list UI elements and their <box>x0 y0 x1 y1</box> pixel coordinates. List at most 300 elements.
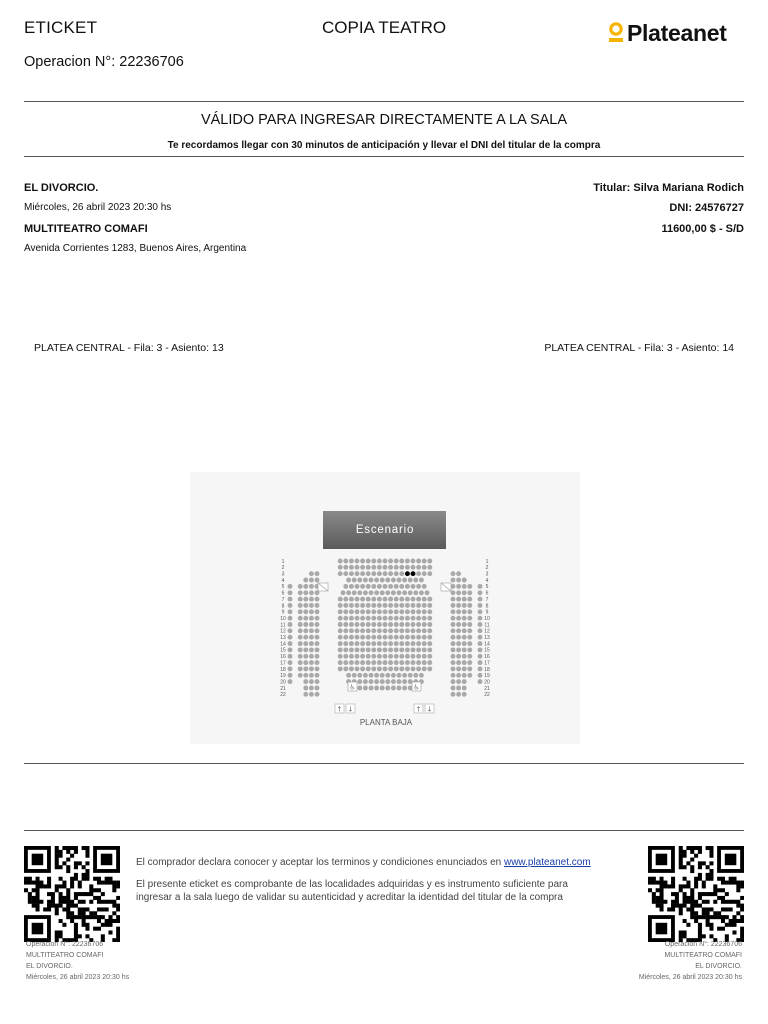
svg-text:♿: ♿ <box>413 683 420 692</box>
seat <box>456 616 461 621</box>
seat <box>411 559 416 564</box>
seat <box>366 603 371 608</box>
qr-module <box>39 884 43 888</box>
terms-link[interactable]: www.plateanet.com <box>503 857 591 868</box>
seat <box>462 622 467 627</box>
seat <box>467 597 472 602</box>
qr-module <box>74 846 78 850</box>
row-number: 21 <box>280 685 286 692</box>
qr-module <box>47 907 51 911</box>
seat <box>377 559 382 564</box>
qr-module <box>62 896 66 900</box>
qr-module <box>698 930 702 934</box>
seat <box>369 686 374 691</box>
seat <box>383 635 388 640</box>
qr-module <box>82 900 86 904</box>
seat <box>366 597 371 602</box>
seat <box>357 686 362 691</box>
seat <box>346 590 351 595</box>
qr-module <box>89 900 93 904</box>
qr-module <box>82 923 86 927</box>
qr-module <box>671 884 675 888</box>
qr-module <box>694 904 698 908</box>
seat <box>343 609 348 614</box>
seat <box>309 622 314 627</box>
seat <box>303 584 308 589</box>
seat <box>411 603 416 608</box>
seat <box>383 609 388 614</box>
seat <box>355 660 360 665</box>
seat <box>366 571 371 576</box>
qr-module <box>105 877 109 881</box>
seat <box>288 666 293 671</box>
seat <box>416 654 421 659</box>
qr-module <box>85 861 89 865</box>
qr-module <box>717 888 721 892</box>
qr-module <box>74 934 78 938</box>
seat <box>399 654 404 659</box>
seat <box>456 609 461 614</box>
seat <box>462 666 467 671</box>
seat <box>422 641 427 646</box>
qr-module <box>683 919 687 923</box>
seat <box>377 571 382 576</box>
qr-module <box>679 907 683 911</box>
seat <box>467 622 472 627</box>
row-number: 14 <box>484 641 490 648</box>
seat <box>402 590 407 595</box>
seat <box>355 635 360 640</box>
seat <box>405 597 410 602</box>
qr-module <box>66 846 70 850</box>
qr-module <box>656 896 660 900</box>
seat <box>399 559 404 564</box>
qr-module <box>683 934 687 938</box>
qr-module <box>679 865 683 869</box>
seat <box>399 641 404 646</box>
seat <box>383 597 388 602</box>
mini-ticket-info-right <box>544 939 742 983</box>
seat <box>451 654 456 659</box>
seat <box>377 603 382 608</box>
seat <box>377 660 382 665</box>
qr-module <box>652 892 656 896</box>
seat <box>427 597 432 602</box>
seat <box>349 641 354 646</box>
seat <box>397 686 402 691</box>
qr-module <box>732 877 736 881</box>
qr-code <box>648 846 744 942</box>
qr-module <box>82 907 86 911</box>
qr-module <box>28 877 32 881</box>
seat <box>338 635 343 640</box>
seat <box>288 673 293 678</box>
qr-module <box>112 904 116 908</box>
qr-module <box>690 888 694 892</box>
qr-module <box>36 904 40 908</box>
qr-module <box>93 915 97 919</box>
qr-module <box>709 873 713 877</box>
divider <box>24 156 744 157</box>
seat <box>416 641 421 646</box>
seat <box>315 578 320 583</box>
seat <box>315 635 320 640</box>
qr-module <box>686 896 690 900</box>
qr-module <box>721 927 725 931</box>
seat <box>343 660 348 665</box>
row-number: 2 <box>281 565 285 572</box>
seat <box>309 616 314 621</box>
seat <box>303 686 308 691</box>
seat <box>399 666 404 671</box>
seat <box>341 590 346 595</box>
seat <box>462 679 467 684</box>
qr-module <box>725 907 729 911</box>
seat <box>399 584 404 589</box>
seat <box>422 654 427 659</box>
seat <box>380 578 385 583</box>
seat <box>303 647 308 652</box>
seat <box>385 578 390 583</box>
qr-module <box>55 907 59 911</box>
seat <box>478 654 483 659</box>
seat <box>462 673 467 678</box>
seat <box>405 666 410 671</box>
seat <box>352 673 357 678</box>
seat <box>416 622 421 627</box>
seat <box>451 647 456 652</box>
qr-module <box>721 919 725 923</box>
divider <box>24 830 744 831</box>
seat <box>315 641 320 646</box>
seat <box>303 578 308 583</box>
seat <box>338 559 343 564</box>
seat <box>371 635 376 640</box>
qr-module <box>55 850 59 854</box>
seat <box>360 584 365 589</box>
qr-module <box>686 907 690 911</box>
divider <box>24 763 744 764</box>
qr-module <box>709 915 713 919</box>
seat <box>315 628 320 633</box>
mini-event: EL DIVORCIO. <box>695 963 742 970</box>
qr-module <box>686 881 690 885</box>
qr-module <box>74 923 78 927</box>
copy-label: COPIA TEATRO <box>322 18 447 37</box>
seat <box>427 571 432 576</box>
qr-module <box>656 904 660 908</box>
qr-module <box>706 919 710 923</box>
qr-module <box>55 934 59 938</box>
seat <box>377 654 382 659</box>
qr-module <box>28 900 32 904</box>
seat <box>422 571 427 576</box>
qr-module <box>78 934 82 938</box>
qr-module <box>43 907 47 911</box>
seat <box>405 584 410 589</box>
qr-module <box>656 900 660 904</box>
qr-module <box>97 919 101 923</box>
qr-module <box>679 861 683 865</box>
seat <box>405 559 410 564</box>
qr-module <box>717 911 721 915</box>
qr-module <box>36 888 40 892</box>
qr-module <box>706 877 710 881</box>
seat <box>366 559 371 564</box>
qr-module <box>706 873 710 877</box>
seat <box>288 641 293 646</box>
qr-module <box>675 896 679 900</box>
qr-module <box>36 896 40 900</box>
venue-name: MULTITEATRO COMAFI <box>24 223 148 235</box>
seat <box>288 584 293 589</box>
seat <box>399 571 404 576</box>
seat <box>478 647 483 652</box>
seat <box>394 571 399 576</box>
seat <box>355 666 360 671</box>
seat <box>456 692 461 697</box>
qr-module <box>82 877 86 881</box>
qr-module <box>85 846 89 850</box>
seat <box>303 666 308 671</box>
qr-module <box>78 915 82 919</box>
qr-module <box>717 896 721 900</box>
seat <box>315 679 320 684</box>
qr-module <box>59 877 63 881</box>
seat <box>338 666 343 671</box>
seat <box>388 571 393 576</box>
seat <box>385 590 390 595</box>
row-number: 18 <box>484 666 490 673</box>
seat <box>478 597 483 602</box>
seat <box>427 654 432 659</box>
seat <box>427 660 432 665</box>
qr-module <box>116 904 120 908</box>
seat <box>411 654 416 659</box>
seat <box>388 609 393 614</box>
qr-module <box>709 892 713 896</box>
seat <box>303 609 308 614</box>
row-number: 16 <box>280 654 286 661</box>
seat <box>451 686 456 691</box>
seat <box>366 666 371 671</box>
qr-module <box>725 934 729 938</box>
qr-module <box>660 877 664 881</box>
qr-module <box>39 881 43 885</box>
seat <box>467 603 472 608</box>
qr-module <box>713 884 717 888</box>
qr-module <box>101 907 105 911</box>
row-number: 4 <box>281 577 285 584</box>
seat <box>343 603 348 608</box>
qr-module <box>694 911 698 915</box>
row-number: 13 <box>484 635 490 641</box>
row-number: 6 <box>485 590 489 597</box>
qr-module <box>740 884 744 888</box>
seat <box>478 641 483 646</box>
qr-module <box>702 861 706 865</box>
qr-module <box>698 923 702 927</box>
seat <box>411 628 416 633</box>
seat <box>360 622 365 627</box>
seat <box>374 590 379 595</box>
qr-module <box>85 923 89 927</box>
seat <box>298 654 303 659</box>
qr-module <box>702 911 706 915</box>
row-number: 17 <box>484 660 490 667</box>
seat <box>349 654 354 659</box>
seat <box>405 654 410 659</box>
qr-module <box>729 923 733 927</box>
seat <box>355 628 360 633</box>
seat <box>303 673 308 678</box>
qr-module <box>97 927 101 931</box>
row-number: 19 <box>484 673 490 680</box>
qr-module <box>736 881 740 885</box>
seat <box>355 565 360 570</box>
seat <box>456 578 461 583</box>
qr-module <box>732 881 736 885</box>
seat <box>383 666 388 671</box>
seat <box>315 616 320 621</box>
seat <box>427 635 432 640</box>
seat <box>309 666 314 671</box>
seat <box>315 686 320 691</box>
seat <box>413 673 418 678</box>
qr-module <box>97 900 101 904</box>
qr-module <box>690 896 694 900</box>
seat <box>399 609 404 614</box>
qr-module <box>112 881 116 885</box>
qr-module <box>47 884 51 888</box>
qr-module <box>736 911 740 915</box>
seat <box>422 666 427 671</box>
qr-module <box>55 865 59 869</box>
row-number: 5 <box>281 584 285 591</box>
seat <box>349 660 354 665</box>
qr-module <box>74 892 78 896</box>
seat <box>355 609 360 614</box>
seat <box>343 635 348 640</box>
seat-info-1: PLATEA CENTRAL - Fila: 3 - Asiento: 13 <box>34 342 224 354</box>
plateanet-logo <box>608 20 727 46</box>
qr-module <box>28 881 32 885</box>
qr-module <box>709 850 713 854</box>
seat <box>394 635 399 640</box>
qr-module <box>721 888 725 892</box>
seat <box>377 641 382 646</box>
seat <box>478 603 483 608</box>
row-number: 4 <box>485 577 489 584</box>
qr-module <box>55 858 59 862</box>
seat <box>383 584 388 589</box>
qr-module <box>55 930 59 934</box>
seat <box>416 559 421 564</box>
seat <box>462 692 467 697</box>
seat <box>303 679 308 684</box>
seat <box>360 571 365 576</box>
qr-module <box>59 892 63 896</box>
seat <box>371 641 376 646</box>
qr-module <box>706 865 710 869</box>
seat <box>380 679 385 684</box>
seat <box>303 660 308 665</box>
seat <box>462 628 467 633</box>
qr-module <box>694 846 698 850</box>
qr-module <box>706 923 710 927</box>
seat <box>338 641 343 646</box>
seat <box>366 647 371 652</box>
seat <box>422 622 427 627</box>
qr-module <box>62 861 66 865</box>
qr-module <box>740 896 744 900</box>
qr-module <box>108 930 112 934</box>
qr-module <box>729 881 733 885</box>
seat <box>303 692 308 697</box>
qr-module <box>683 900 687 904</box>
qr-module <box>694 900 698 904</box>
seat <box>363 679 368 684</box>
row-number: 21 <box>484 685 490 692</box>
qr-module <box>702 884 706 888</box>
qr-module <box>679 930 683 934</box>
seat <box>346 673 351 678</box>
qr-module <box>32 900 36 904</box>
qr-module <box>51 892 55 896</box>
qr-module <box>721 896 725 900</box>
qr-module <box>686 861 690 865</box>
seat <box>427 565 432 570</box>
seat <box>405 635 410 640</box>
qr-module <box>59 865 63 869</box>
seat <box>388 597 393 602</box>
qr-module <box>709 846 713 850</box>
seat <box>303 622 308 627</box>
qr-module <box>732 930 736 934</box>
seat <box>374 578 379 583</box>
seat <box>383 622 388 627</box>
qr-module <box>66 915 70 919</box>
seat <box>467 628 472 633</box>
seat <box>349 565 354 570</box>
qr-module <box>85 869 89 873</box>
row-number: 2 <box>485 565 489 572</box>
qr-module <box>706 907 710 911</box>
qr-module <box>85 873 89 877</box>
qr-module <box>736 888 740 892</box>
qr-module <box>89 915 93 919</box>
qr-module <box>116 930 120 934</box>
qr-module <box>686 846 690 850</box>
seat <box>380 673 385 678</box>
qr-module <box>702 900 706 904</box>
seat <box>399 597 404 602</box>
qr-module <box>32 904 36 908</box>
qr-module <box>24 888 28 892</box>
seat <box>405 628 410 633</box>
qr-module <box>62 900 66 904</box>
seat <box>427 603 432 608</box>
qr-module <box>112 888 116 892</box>
svg-text:♿: ♿ <box>349 683 356 692</box>
ticket-type-title: ETICKET <box>24 18 98 37</box>
arrival-reminder: Te recordamos llegar con 30 minutos de anticipación y llevar el DNI del titular de la compra <box>167 140 601 151</box>
seat <box>349 628 354 633</box>
qr-module <box>729 919 733 923</box>
seat <box>369 679 374 684</box>
seat <box>298 603 303 608</box>
qr-module <box>709 854 713 858</box>
